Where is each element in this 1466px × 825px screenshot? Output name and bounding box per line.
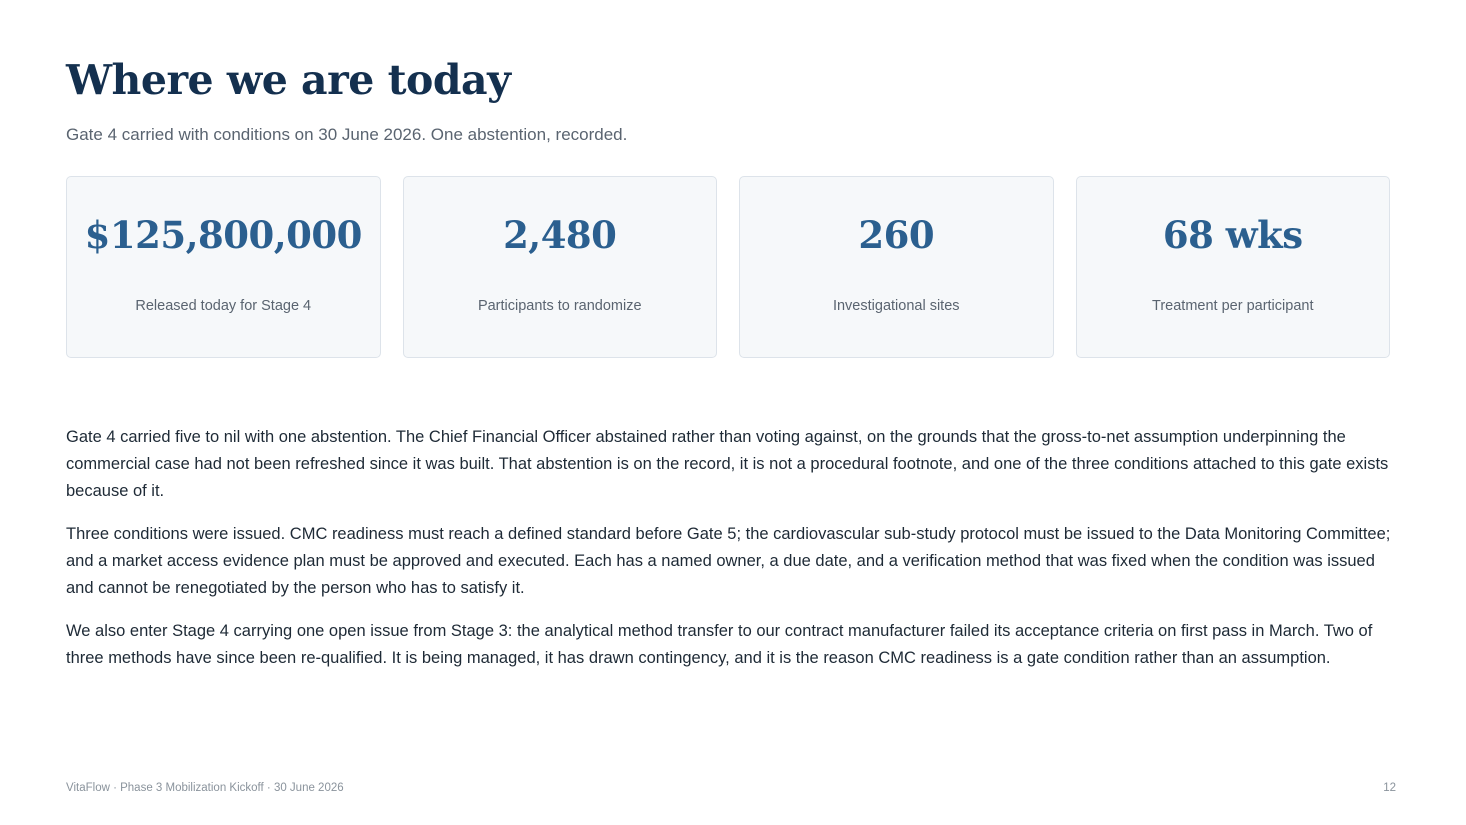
body-text: [66, 424, 1406, 688]
page-title: Where we are today: [66, 56, 511, 104]
page-number: 12: [1383, 782, 1396, 794]
stat-label: Treatment per participant: [1152, 298, 1314, 314]
footer-text: VitaFlow · Phase 3 Mobilization Kickoff · 30 June 2026: [66, 782, 344, 794]
stat-label: Participants to randomize: [477, 298, 642, 314]
stat-value: 68 wks: [1162, 213, 1303, 257]
stat-cards: [66, 176, 1390, 358]
paragraph-open-issue: We also enter Stage 4 carrying one open issue from Stage 3: the analytical method transfer to our contract manufacturer failed its acceptance criteria on first pass in March. Two of three methods have since been re-qualified. It is being managed, it has drawn contingency, and it is the reason CMC readiness is a gate condition rather than an assumption.: [66, 622, 1373, 667]
stat-card-sites: [739, 176, 1054, 358]
stat-label: Investigational sites: [832, 298, 960, 314]
stat-card-treatment: [1076, 176, 1391, 358]
paragraph-conditions: Three conditions were issued. CMC readiness must reach a defined standard before Gate 5; the cardiovascular sub-study protocol must be issued to the Data Monitoring Committee; and a market access evidence plan must be approved and executed. Each has a named owner, a due date, and a verification method that was fixed when the condition was issued and cannot be renegotiated by the person who has to satisfy it.: [66, 525, 1391, 597]
page-subtitle: Gate 4 carried with conditions on 30 June 2026. One abstention, recorded.: [66, 125, 628, 144]
stat-value: $125,800,000: [84, 213, 362, 257]
stat-value: 260: [858, 213, 935, 257]
stat-label: Released today for Stage 4: [135, 298, 312, 314]
stat-card-funding: [66, 176, 381, 358]
stat-value: 2,480: [503, 213, 617, 257]
paragraph-gate-vote: Gate 4 carried five to nil with one abstention. The Chief Financial Officer abstained rather than voting against, on the grounds that the gross-to-net assumption underpinning the commercial case had not been refreshed since it was built. That abstention is on the record, it is not a procedural footnote, and one of the three conditions attached to this gate exists because of it.: [66, 428, 1389, 500]
stat-card-participants: [403, 176, 718, 358]
